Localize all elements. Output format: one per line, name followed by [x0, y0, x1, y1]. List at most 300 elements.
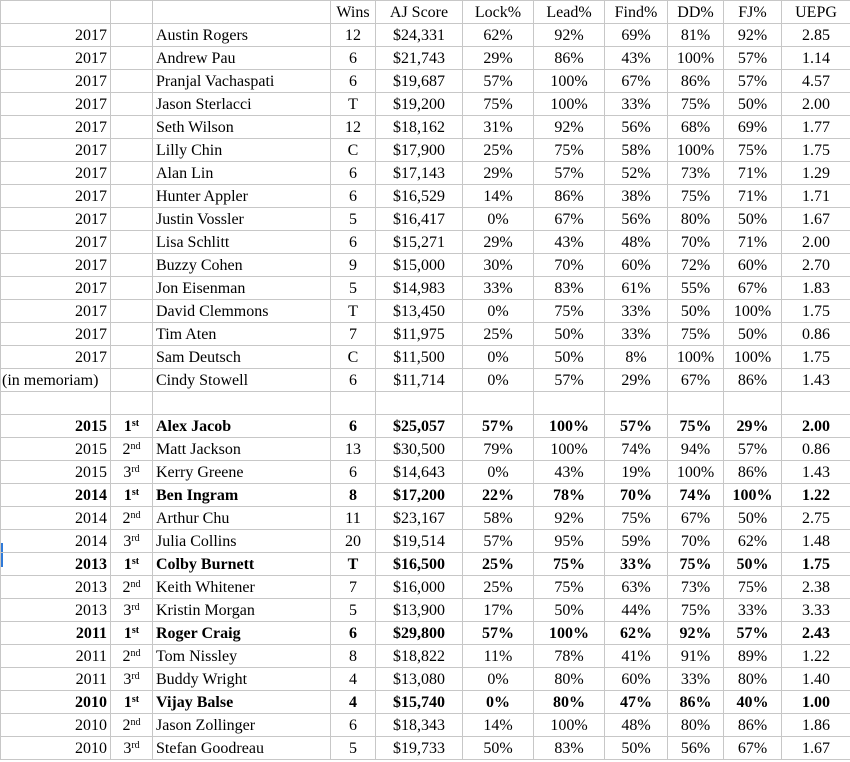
dd-cell[interactable]: 94% — [668, 438, 724, 461]
wins-cell[interactable]: T — [331, 300, 376, 323]
find-cell[interactable]: 59% — [605, 530, 668, 553]
header-cell[interactable] — [1, 1, 111, 24]
name-cell[interactable]: Sam Deutsch — [153, 346, 331, 369]
dd-cell[interactable]: 75% — [668, 185, 724, 208]
lock-cell[interactable]: 31% — [463, 116, 534, 139]
lead-cell[interactable]: 95% — [534, 530, 605, 553]
fj-cell[interactable]: 60% — [724, 254, 782, 277]
wins-cell[interactable]: 6 — [331, 461, 376, 484]
find-cell[interactable]: 33% — [605, 553, 668, 576]
uepg-cell[interactable]: 3.33 — [782, 599, 850, 622]
find-cell[interactable]: 57% — [605, 415, 668, 438]
name-cell[interactable]: Tim Aten — [153, 323, 331, 346]
fj-cell[interactable]: 67% — [724, 737, 782, 760]
fj-cell[interactable]: 86% — [724, 461, 782, 484]
empty-cell[interactable] — [724, 392, 782, 415]
year-cell[interactable]: 2011 — [1, 622, 111, 645]
uepg-cell[interactable]: 1.00 — [782, 691, 850, 714]
fj-cell[interactable]: 71% — [724, 162, 782, 185]
place-cell[interactable] — [111, 691, 153, 714]
place-cell[interactable] — [111, 346, 153, 369]
lead-cell[interactable]: 78% — [534, 484, 605, 507]
lead-cell[interactable]: 92% — [534, 507, 605, 530]
year-cell[interactable]: 2010 — [1, 737, 111, 760]
name-cell[interactable]: Vijay Balse — [153, 691, 331, 714]
fj-cell[interactable]: 100% — [724, 346, 782, 369]
lock-cell[interactable]: 0% — [463, 691, 534, 714]
dd-cell[interactable]: 75% — [668, 415, 724, 438]
wins-cell[interactable]: 5 — [331, 208, 376, 231]
wins-cell[interactable]: 5 — [331, 737, 376, 760]
uepg-cell[interactable]: 1.77 — [782, 116, 850, 139]
dd-cell[interactable]: 50% — [668, 300, 724, 323]
uepg-cell[interactable]: 2.38 — [782, 576, 850, 599]
find-cell[interactable]: 41% — [605, 645, 668, 668]
fj-cell[interactable]: 57% — [724, 438, 782, 461]
header-wins[interactable]: Wins — [331, 1, 376, 24]
wins-cell[interactable]: 8 — [331, 484, 376, 507]
find-cell[interactable]: 33% — [605, 300, 668, 323]
wins-cell[interactable]: 6 — [331, 47, 376, 70]
dd-cell[interactable]: 73% — [668, 162, 724, 185]
header-fj[interactable]: FJ% — [724, 1, 782, 24]
uepg-cell[interactable]: 2.43 — [782, 622, 850, 645]
lock-cell[interactable]: 29% — [463, 162, 534, 185]
wins-cell[interactable]: T — [331, 553, 376, 576]
uepg-cell[interactable]: 2.00 — [782, 415, 850, 438]
place-cell[interactable] — [111, 185, 153, 208]
aj-score-cell[interactable]: $25,057 — [376, 415, 463, 438]
name-cell[interactable]: Lilly Chin — [153, 139, 331, 162]
name-cell[interactable]: Tom Nissley — [153, 645, 331, 668]
header-cell[interactable] — [111, 1, 153, 24]
aj-score-cell[interactable]: $17,143 — [376, 162, 463, 185]
year-cell[interactable]: 2017 — [1, 185, 111, 208]
uepg-cell[interactable]: 1.48 — [782, 530, 850, 553]
find-cell[interactable]: 43% — [605, 47, 668, 70]
lead-cell[interactable]: 80% — [534, 691, 605, 714]
lead-cell[interactable]: 83% — [534, 277, 605, 300]
empty-cell[interactable] — [1, 392, 111, 415]
lock-cell[interactable]: 29% — [463, 47, 534, 70]
header-uepg[interactable]: UEPG — [782, 1, 850, 24]
aj-score-cell[interactable]: $14,983 — [376, 277, 463, 300]
lock-cell[interactable]: 0% — [463, 668, 534, 691]
aj-score-cell[interactable]: $21,743 — [376, 47, 463, 70]
lead-cell[interactable]: 57% — [534, 162, 605, 185]
place-cell[interactable] — [111, 737, 153, 760]
year-cell[interactable]: 2017 — [1, 116, 111, 139]
header-aj-score[interactable]: AJ Score — [376, 1, 463, 24]
lead-cell[interactable]: 92% — [534, 116, 605, 139]
fj-cell[interactable]: 50% — [724, 93, 782, 116]
uepg-cell[interactable]: 1.75 — [782, 346, 850, 369]
year-cell[interactable]: 2017 — [1, 24, 111, 47]
name-cell[interactable]: Roger Craig — [153, 622, 331, 645]
uepg-cell[interactable]: 2.85 — [782, 24, 850, 47]
find-cell[interactable]: 29% — [605, 369, 668, 392]
lock-cell[interactable]: 62% — [463, 24, 534, 47]
uepg-cell[interactable]: 1.67 — [782, 208, 850, 231]
aj-score-cell[interactable]: $19,687 — [376, 70, 463, 93]
uepg-cell[interactable]: 1.86 — [782, 714, 850, 737]
dd-cell[interactable]: 56% — [668, 737, 724, 760]
fj-cell[interactable]: 57% — [724, 47, 782, 70]
place-cell[interactable] — [111, 507, 153, 530]
place-cell[interactable] — [111, 622, 153, 645]
place-cell[interactable] — [111, 93, 153, 116]
lock-cell[interactable]: 17% — [463, 599, 534, 622]
year-cell[interactable]: 2013 — [1, 576, 111, 599]
place-cell[interactable] — [111, 116, 153, 139]
name-cell[interactable]: Austin Rogers — [153, 24, 331, 47]
uepg-cell[interactable]: 1.43 — [782, 369, 850, 392]
fj-cell[interactable]: 69% — [724, 116, 782, 139]
find-cell[interactable]: 50% — [605, 737, 668, 760]
dd-cell[interactable]: 74% — [668, 484, 724, 507]
dd-cell[interactable]: 91% — [668, 645, 724, 668]
dd-cell[interactable]: 80% — [668, 208, 724, 231]
aj-score-cell[interactable]: $16,417 — [376, 208, 463, 231]
name-cell[interactable]: Justin Vossler — [153, 208, 331, 231]
fj-cell[interactable]: 62% — [724, 530, 782, 553]
name-cell[interactable]: Colby Burnett — [153, 553, 331, 576]
place-cell[interactable] — [111, 461, 153, 484]
uepg-cell[interactable]: 0.86 — [782, 438, 850, 461]
name-cell[interactable]: Alex Jacob — [153, 415, 331, 438]
lock-cell[interactable]: 0% — [463, 369, 534, 392]
place-cell[interactable] — [111, 369, 153, 392]
empty-cell[interactable] — [331, 392, 376, 415]
uepg-cell[interactable]: 1.67 — [782, 737, 850, 760]
fj-cell[interactable]: 67% — [724, 277, 782, 300]
wins-cell[interactable]: 11 — [331, 507, 376, 530]
place-cell[interactable] — [111, 576, 153, 599]
place-cell[interactable] — [111, 530, 153, 553]
dd-cell[interactable]: 86% — [668, 691, 724, 714]
aj-score-cell[interactable]: $18,162 — [376, 116, 463, 139]
lead-cell[interactable]: 100% — [534, 714, 605, 737]
year-cell[interactable]: 2013 — [1, 553, 111, 576]
uepg-cell[interactable]: 1.22 — [782, 484, 850, 507]
wins-cell[interactable]: C — [331, 346, 376, 369]
year-cell[interactable]: 2014 — [1, 484, 111, 507]
aj-score-cell[interactable]: $13,900 — [376, 599, 463, 622]
dd-cell[interactable]: 72% — [668, 254, 724, 277]
aj-score-cell[interactable]: $17,900 — [376, 139, 463, 162]
year-cell[interactable]: 2017 — [1, 277, 111, 300]
header-lead[interactable]: Lead% — [534, 1, 605, 24]
find-cell[interactable]: 74% — [605, 438, 668, 461]
header-cell[interactable] — [153, 1, 331, 24]
year-cell[interactable]: (in memoriam) — [1, 369, 111, 392]
lead-cell[interactable]: 75% — [534, 576, 605, 599]
name-cell[interactable]: Arthur Chu — [153, 507, 331, 530]
lead-cell[interactable]: 78% — [534, 645, 605, 668]
empty-cell[interactable] — [153, 392, 331, 415]
place-cell[interactable] — [111, 714, 153, 737]
aj-score-cell[interactable]: $18,822 — [376, 645, 463, 668]
wins-cell[interactable]: 6 — [331, 369, 376, 392]
year-cell[interactable]: 2017 — [1, 139, 111, 162]
aj-score-cell[interactable]: $29,800 — [376, 622, 463, 645]
year-cell[interactable]: 2017 — [1, 231, 111, 254]
aj-score-cell[interactable]: $16,529 — [376, 185, 463, 208]
header-dd[interactable]: DD% — [668, 1, 724, 24]
aj-score-cell[interactable]: $19,514 — [376, 530, 463, 553]
dd-cell[interactable]: 55% — [668, 277, 724, 300]
lock-cell[interactable]: 57% — [463, 622, 534, 645]
find-cell[interactable]: 33% — [605, 93, 668, 116]
dd-cell[interactable]: 80% — [668, 714, 724, 737]
place-cell[interactable] — [111, 599, 153, 622]
lead-cell[interactable]: 100% — [534, 70, 605, 93]
lock-cell[interactable]: 0% — [463, 346, 534, 369]
fj-cell[interactable]: 40% — [724, 691, 782, 714]
year-cell[interactable]: 2011 — [1, 668, 111, 691]
aj-score-cell[interactable]: $16,000 — [376, 576, 463, 599]
aj-score-cell[interactable]: $19,200 — [376, 93, 463, 116]
lock-cell[interactable]: 75% — [463, 93, 534, 116]
fj-cell[interactable]: 50% — [724, 553, 782, 576]
place-cell[interactable] — [111, 277, 153, 300]
find-cell[interactable]: 56% — [605, 208, 668, 231]
find-cell[interactable]: 19% — [605, 461, 668, 484]
year-cell[interactable]: 2013 — [1, 599, 111, 622]
lead-cell[interactable]: 75% — [534, 139, 605, 162]
aj-score-cell[interactable]: $19,733 — [376, 737, 463, 760]
year-cell[interactable]: 2017 — [1, 323, 111, 346]
name-cell[interactable]: Buddy Wright — [153, 668, 331, 691]
name-cell[interactable]: David Clemmons — [153, 300, 331, 323]
lead-cell[interactable]: 83% — [534, 737, 605, 760]
aj-score-cell[interactable]: $23,167 — [376, 507, 463, 530]
lock-cell[interactable]: 30% — [463, 254, 534, 277]
find-cell[interactable]: 48% — [605, 714, 668, 737]
lead-cell[interactable]: 100% — [534, 622, 605, 645]
lock-cell[interactable]: 29% — [463, 231, 534, 254]
lead-cell[interactable]: 92% — [534, 24, 605, 47]
name-cell[interactable]: Stefan Goodreau — [153, 737, 331, 760]
lock-cell[interactable]: 14% — [463, 185, 534, 208]
uepg-cell[interactable]: 1.14 — [782, 47, 850, 70]
wins-cell[interactable]: 5 — [331, 599, 376, 622]
place-cell[interactable] — [111, 415, 153, 438]
aj-score-cell[interactable]: $18,343 — [376, 714, 463, 737]
wins-cell[interactable]: 4 — [331, 691, 376, 714]
place-cell[interactable] — [111, 254, 153, 277]
lock-cell[interactable]: 25% — [463, 323, 534, 346]
aj-score-cell[interactable]: $30,500 — [376, 438, 463, 461]
lock-cell[interactable]: 25% — [463, 553, 534, 576]
wins-cell[interactable]: 5 — [331, 277, 376, 300]
uepg-cell[interactable]: 1.75 — [782, 553, 850, 576]
dd-cell[interactable]: 75% — [668, 599, 724, 622]
dd-cell[interactable]: 75% — [668, 553, 724, 576]
wins-cell[interactable]: 4 — [331, 668, 376, 691]
year-cell[interactable]: 2015 — [1, 438, 111, 461]
dd-cell[interactable]: 70% — [668, 530, 724, 553]
lead-cell[interactable]: 57% — [534, 369, 605, 392]
wins-cell[interactable]: 6 — [331, 185, 376, 208]
wins-cell[interactable]: 8 — [331, 645, 376, 668]
aj-score-cell[interactable]: $24,331 — [376, 24, 463, 47]
fj-cell[interactable]: 86% — [724, 714, 782, 737]
aj-score-cell[interactable]: $14,643 — [376, 461, 463, 484]
wins-cell[interactable]: 9 — [331, 254, 376, 277]
year-cell[interactable]: 2011 — [1, 645, 111, 668]
fj-cell[interactable]: 75% — [724, 576, 782, 599]
dd-cell[interactable]: 70% — [668, 231, 724, 254]
place-cell[interactable] — [111, 300, 153, 323]
find-cell[interactable]: 61% — [605, 277, 668, 300]
lead-cell[interactable]: 75% — [534, 553, 605, 576]
uepg-cell[interactable]: 1.43 — [782, 461, 850, 484]
find-cell[interactable]: 60% — [605, 668, 668, 691]
lead-cell[interactable]: 100% — [534, 93, 605, 116]
find-cell[interactable]: 47% — [605, 691, 668, 714]
place-cell[interactable] — [111, 70, 153, 93]
wins-cell[interactable]: C — [331, 139, 376, 162]
lead-cell[interactable]: 50% — [534, 599, 605, 622]
wins-cell[interactable]: 12 — [331, 116, 376, 139]
year-cell[interactable]: 2017 — [1, 254, 111, 277]
dd-cell[interactable]: 100% — [668, 139, 724, 162]
name-cell[interactable]: Jason Sterlacci — [153, 93, 331, 116]
find-cell[interactable]: 33% — [605, 323, 668, 346]
year-cell[interactable]: 2017 — [1, 162, 111, 185]
lead-cell[interactable]: 67% — [534, 208, 605, 231]
empty-cell[interactable] — [534, 392, 605, 415]
lock-cell[interactable]: 0% — [463, 461, 534, 484]
uepg-cell[interactable]: 2.70 — [782, 254, 850, 277]
fj-cell[interactable]: 100% — [724, 300, 782, 323]
place-cell[interactable] — [111, 484, 153, 507]
aj-score-cell[interactable]: $17,200 — [376, 484, 463, 507]
lead-cell[interactable]: 100% — [534, 438, 605, 461]
uepg-cell[interactable]: 4.57 — [782, 70, 850, 93]
place-cell[interactable] — [111, 231, 153, 254]
lead-cell[interactable]: 80% — [534, 668, 605, 691]
wins-cell[interactable]: 12 — [331, 24, 376, 47]
find-cell[interactable]: 63% — [605, 576, 668, 599]
find-cell[interactable]: 58% — [605, 139, 668, 162]
lock-cell[interactable]: 79% — [463, 438, 534, 461]
year-cell[interactable]: 2014 — [1, 530, 111, 553]
year-cell[interactable]: 2017 — [1, 47, 111, 70]
empty-cell[interactable] — [605, 392, 668, 415]
lead-cell[interactable]: 100% — [534, 415, 605, 438]
dd-cell[interactable]: 73% — [668, 576, 724, 599]
lead-cell[interactable]: 86% — [534, 185, 605, 208]
name-cell[interactable]: Lisa Schlitt — [153, 231, 331, 254]
fj-cell[interactable]: 50% — [724, 208, 782, 231]
aj-score-cell[interactable]: $13,080 — [376, 668, 463, 691]
uepg-cell[interactable]: 1.75 — [782, 139, 850, 162]
lock-cell[interactable]: 57% — [463, 530, 534, 553]
name-cell[interactable]: Hunter Appler — [153, 185, 331, 208]
uepg-cell[interactable]: 1.40 — [782, 668, 850, 691]
lock-cell[interactable]: 0% — [463, 208, 534, 231]
empty-cell[interactable] — [668, 392, 724, 415]
fj-cell[interactable]: 50% — [724, 323, 782, 346]
lead-cell[interactable]: 86% — [534, 47, 605, 70]
name-cell[interactable]: Matt Jackson — [153, 438, 331, 461]
wins-cell[interactable]: 13 — [331, 438, 376, 461]
name-cell[interactable]: Keith Whitener — [153, 576, 331, 599]
empty-cell[interactable] — [782, 392, 850, 415]
place-cell[interactable] — [111, 645, 153, 668]
find-cell[interactable]: 60% — [605, 254, 668, 277]
uepg-cell[interactable]: 1.83 — [782, 277, 850, 300]
fj-cell[interactable]: 89% — [724, 645, 782, 668]
fj-cell[interactable]: 75% — [724, 139, 782, 162]
fj-cell[interactable]: 57% — [724, 622, 782, 645]
find-cell[interactable]: 70% — [605, 484, 668, 507]
fj-cell[interactable]: 92% — [724, 24, 782, 47]
aj-score-cell[interactable]: $11,500 — [376, 346, 463, 369]
dd-cell[interactable]: 81% — [668, 24, 724, 47]
lock-cell[interactable]: 0% — [463, 300, 534, 323]
wins-cell[interactable]: 6 — [331, 70, 376, 93]
lock-cell[interactable]: 22% — [463, 484, 534, 507]
empty-cell[interactable] — [376, 392, 463, 415]
place-cell[interactable] — [111, 139, 153, 162]
year-cell[interactable]: 2014 — [1, 507, 111, 530]
wins-cell[interactable]: 6 — [331, 622, 376, 645]
lock-cell[interactable]: 50% — [463, 737, 534, 760]
aj-score-cell[interactable]: $16,500 — [376, 553, 463, 576]
year-cell[interactable]: 2015 — [1, 461, 111, 484]
place-cell[interactable] — [111, 553, 153, 576]
name-cell[interactable]: Buzzy Cohen — [153, 254, 331, 277]
lead-cell[interactable]: 75% — [534, 300, 605, 323]
find-cell[interactable]: 62% — [605, 622, 668, 645]
wins-cell[interactable]: 7 — [331, 576, 376, 599]
dd-cell[interactable]: 86% — [668, 70, 724, 93]
header-lock[interactable]: Lock% — [463, 1, 534, 24]
year-cell[interactable]: 2017 — [1, 208, 111, 231]
dd-cell[interactable]: 100% — [668, 47, 724, 70]
lock-cell[interactable]: 57% — [463, 70, 534, 93]
find-cell[interactable]: 67% — [605, 70, 668, 93]
year-cell[interactable]: 2017 — [1, 70, 111, 93]
dd-cell[interactable]: 75% — [668, 93, 724, 116]
wins-cell[interactable]: 6 — [331, 415, 376, 438]
lead-cell[interactable]: 50% — [534, 323, 605, 346]
header-find[interactable]: Find% — [605, 1, 668, 24]
name-cell[interactable]: Jason Zollinger — [153, 714, 331, 737]
place-cell[interactable] — [111, 208, 153, 231]
name-cell[interactable]: Seth Wilson — [153, 116, 331, 139]
year-cell[interactable]: 2015 — [1, 415, 111, 438]
aj-score-cell[interactable]: $15,271 — [376, 231, 463, 254]
fj-cell[interactable]: 86% — [724, 369, 782, 392]
dd-cell[interactable]: 67% — [668, 369, 724, 392]
wins-cell[interactable]: 7 — [331, 323, 376, 346]
lock-cell[interactable]: 58% — [463, 507, 534, 530]
uepg-cell[interactable]: 2.00 — [782, 93, 850, 116]
name-cell[interactable]: Kristin Morgan — [153, 599, 331, 622]
aj-score-cell[interactable]: $15,000 — [376, 254, 463, 277]
fj-cell[interactable]: 29% — [724, 415, 782, 438]
place-cell[interactable] — [111, 438, 153, 461]
name-cell[interactable]: Kerry Greene — [153, 461, 331, 484]
find-cell[interactable]: 56% — [605, 116, 668, 139]
name-cell[interactable]: Cindy Stowell — [153, 369, 331, 392]
dd-cell[interactable]: 92% — [668, 622, 724, 645]
name-cell[interactable]: Jon Eisenman — [153, 277, 331, 300]
